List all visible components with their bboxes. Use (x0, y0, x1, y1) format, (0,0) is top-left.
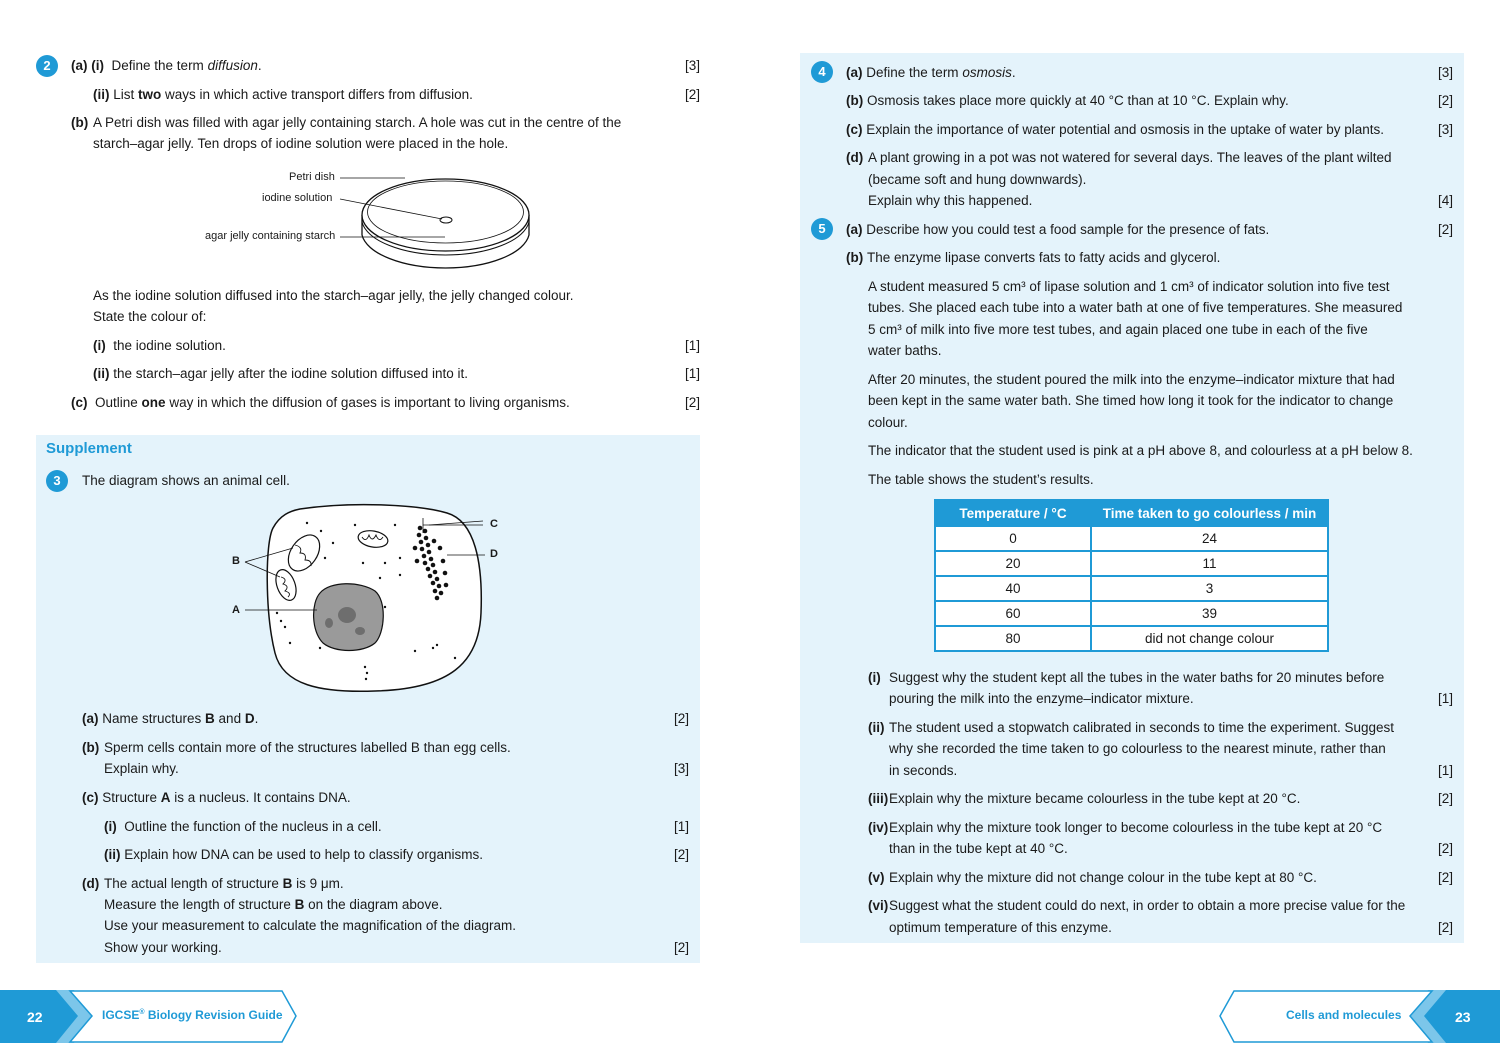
marks: [1] (684, 366, 700, 381)
q3-d-label: (d) (82, 876, 100, 891)
label-petri-dish: Petri dish (289, 171, 335, 183)
q2-c: (c) Outline one way in which the diffusion of gases is important to living organisms. (71, 395, 570, 410)
q5-p2-line3: colour. (868, 415, 908, 430)
results-table (934, 499, 1329, 652)
marks: [1] (684, 338, 700, 353)
table-cell: 11 (1091, 551, 1328, 576)
q2-b-line2: starch–agar jelly. Ten drops of iodine solution were placed in the hole. (93, 136, 509, 151)
marks: [2] (673, 711, 689, 726)
q3-b-label: (b) (82, 740, 100, 755)
q2-b-text2: State the colour of: (93, 309, 207, 324)
petri-dish-diagram (330, 160, 540, 280)
marks: [2] (1437, 791, 1453, 806)
q3-d-line3: Use your measurement to calculate the magnification of the diagram. (104, 918, 516, 933)
q5-iv-label: (iv) (868, 820, 889, 835)
marks: [2] (1437, 841, 1453, 856)
marks: [2] (1437, 920, 1453, 935)
table-cell: 0 (935, 526, 1091, 551)
q5-vi-label: (vi) (868, 898, 889, 913)
q2-b-i: (i) the iodine solution. (93, 338, 226, 353)
marks: [3] (1437, 122, 1453, 137)
cell-label-b: B (232, 555, 240, 567)
label-agar-jelly: agar jelly containing starch (205, 230, 336, 242)
q5-p1-line4: water baths. (868, 343, 942, 358)
q3-c: (c) Structure A is a nucleus. It contains DNA. (82, 790, 351, 805)
q2-b-line1: A Petri dish was filled with agar jelly containing starch. A hole was cut in the centre of the (93, 115, 622, 130)
q5-i-line2: pouring the milk into the enzyme–indicator mixture. (889, 691, 1194, 706)
page-number-right: 23 (1455, 1009, 1471, 1025)
q5-vi-line2: optimum temperature of this enzyme. (889, 920, 1112, 935)
q4-d-label: (d) (846, 150, 864, 165)
supplement-heading: Supplement (46, 440, 132, 457)
q5-p1-line1: A student measured 5 cm³ of lipase solution and 1 cm³ of indicator solution into five test (868, 279, 1390, 294)
q5-p1-line3: 5 cm³ of milk into five more test tubes, and again placed one tube in each of the five (868, 322, 1368, 337)
marks: [3] (673, 761, 689, 776)
q5-iv-line1: Explain why the mixture took longer to become colourless in the tube kept at 20 °C (889, 820, 1383, 835)
table-header-time: Time taken to go colourless / min (1091, 500, 1328, 526)
q5-iv-line2: than in the tube kept at 40 °C. (889, 841, 1068, 856)
q3-d-line1: The actual length of structure B is 9 μm. (104, 876, 344, 891)
table-header-temperature: Temperature / °C (935, 500, 1091, 526)
marks: [2] (1437, 93, 1453, 108)
table-cell: 40 (935, 576, 1091, 601)
q5-ii-line3: in seconds. (889, 763, 958, 778)
table-cell: 80 (935, 626, 1091, 651)
q2-a-i: (a) (i) Define the term diffusion. (71, 58, 262, 73)
q5-i-line1: Suggest why the student kept all the tubes in the water baths for 20 minutes before (889, 670, 1385, 685)
footer-left-title: IGCSE® Biology Revision Guide (102, 1008, 283, 1022)
q5-p3: The indicator that the student used is pink at a pH above 8, and colourless at a pH below 8. (868, 443, 1413, 458)
q5-iii-text: Explain why the mixture became colourless in the tube kept at 20 °C. (889, 791, 1301, 806)
q3-d-line4: Show your working. (104, 940, 222, 955)
marks: [2] (673, 940, 689, 955)
q5-ii-line2: why she recorded the time taken to go colourless to the nearest minute, rather than (889, 741, 1386, 756)
q5-vi-line1: Suggest what the student could do next, in order to obtain a more precise value for the (889, 898, 1406, 913)
q5-ii-line1: The student used a stopwatch calibrated in seconds to time the experiment. Suggest (889, 720, 1395, 735)
q5-a: (a) Describe how you could test a food sample for the presence of fats. (846, 222, 1270, 237)
table-cell: 20 (935, 551, 1091, 576)
table-row (935, 601, 1328, 626)
q4-c: (c) Explain the importance of water potential and osmosis in the uptake of water by plants. (846, 122, 1385, 137)
marks: [2] (1437, 870, 1453, 885)
q3-d-line2: Measure the length of structure B on the diagram above. (104, 897, 443, 912)
marks: [3] (684, 58, 700, 73)
q5-b: (b) The enzyme lipase converts fats to fatty acids and glycerol. (846, 250, 1221, 265)
q4-d-line1: A plant growing in a pot was not watered for several days. The leaves of the plant wilted (868, 150, 1392, 165)
label-iodine-solution: iodine solution (262, 192, 333, 204)
q4-d-line3: Explain why this happened. (868, 193, 1033, 208)
q5-p2-line1: After 20 minutes, the student poured the milk into the enzyme–indicator mixture that had (868, 372, 1395, 387)
q4-a: (a) Define the term osmosis. (846, 65, 1016, 80)
q3-a: (a) Name structures B and D. (82, 711, 259, 726)
table-cell: 39 (1091, 601, 1328, 626)
q3-b-line2: Explain why. (104, 761, 179, 776)
q5-i-label: (i) (868, 670, 881, 685)
q3-intro: The diagram shows an animal cell. (82, 473, 290, 488)
marks: [2] (684, 395, 700, 410)
q4-b: (b) Osmosis takes place more quickly at 40 °C than at 10 °C. Explain why. (846, 93, 1289, 108)
footer-right-title: Cells and molecules (1286, 1008, 1402, 1022)
q2-b-text1: As the iodine solution diffused into the starch–agar jelly, the jelly changed colour. (93, 288, 574, 303)
marks: [2] (673, 847, 689, 862)
table-row (935, 626, 1328, 651)
table-row (935, 526, 1328, 551)
table-cell: 24 (1091, 526, 1328, 551)
question-4-badge: 4 (811, 61, 833, 83)
q3-b-line1: Sperm cells contain more of the structures labelled B than egg cells. (104, 740, 511, 755)
marks: [1] (673, 819, 689, 834)
marks: [1] (1437, 763, 1453, 778)
question-2-badge: 2 (36, 55, 58, 77)
q3-c-ii: (ii) Explain how DNA can be used to help to classify organisms. (104, 847, 483, 862)
marks: [2] (1437, 222, 1453, 237)
table-cell: 60 (935, 601, 1091, 626)
page-number-left: 22 (27, 1009, 43, 1025)
q4-d-line2: (became soft and hung downwards). (868, 172, 1087, 187)
table-row (935, 551, 1328, 576)
table-row (935, 576, 1328, 601)
q2-b-ii: (ii) the starch–agar jelly after the iodine solution diffused into it. (93, 366, 468, 381)
cell-label-d: D (490, 548, 498, 560)
marks: [4] (1437, 193, 1453, 208)
q2-b-label: (b) (71, 115, 89, 130)
marks: [1] (1437, 691, 1453, 706)
cell-label-c: C (490, 518, 498, 530)
q2-a-ii: (ii) List two ways in which active transport differs from diffusion. (93, 87, 473, 102)
q5-p2-line2: been kept in the same water bath. She timed how long it took for the indicator to change (868, 393, 1394, 408)
q5-v-text: Explain why the mixture did not change colour in the tube kept at 80 °C. (889, 870, 1317, 885)
table-cell: did not change colour (1091, 626, 1328, 651)
cell-label-a: A (232, 604, 240, 616)
q3-c-i: (i) Outline the function of the nucleus in a cell. (104, 819, 382, 834)
marks: [3] (1437, 65, 1453, 80)
q5-v-label: (v) (868, 870, 885, 885)
question-5-badge: 5 (811, 218, 833, 240)
q5-p4: The table shows the student’s results. (868, 472, 1094, 487)
question-3-badge: 3 (46, 470, 68, 492)
table-cell: 3 (1091, 576, 1328, 601)
q5-p1-line2: tubes. She placed each tube into a water bath at one of five temperatures. She measured (868, 300, 1403, 315)
marks: [2] (684, 87, 700, 102)
q5-iii-label: (iii) (868, 791, 889, 806)
q5-ii-label: (ii) (868, 720, 885, 735)
animal-cell-diagram (225, 503, 515, 698)
